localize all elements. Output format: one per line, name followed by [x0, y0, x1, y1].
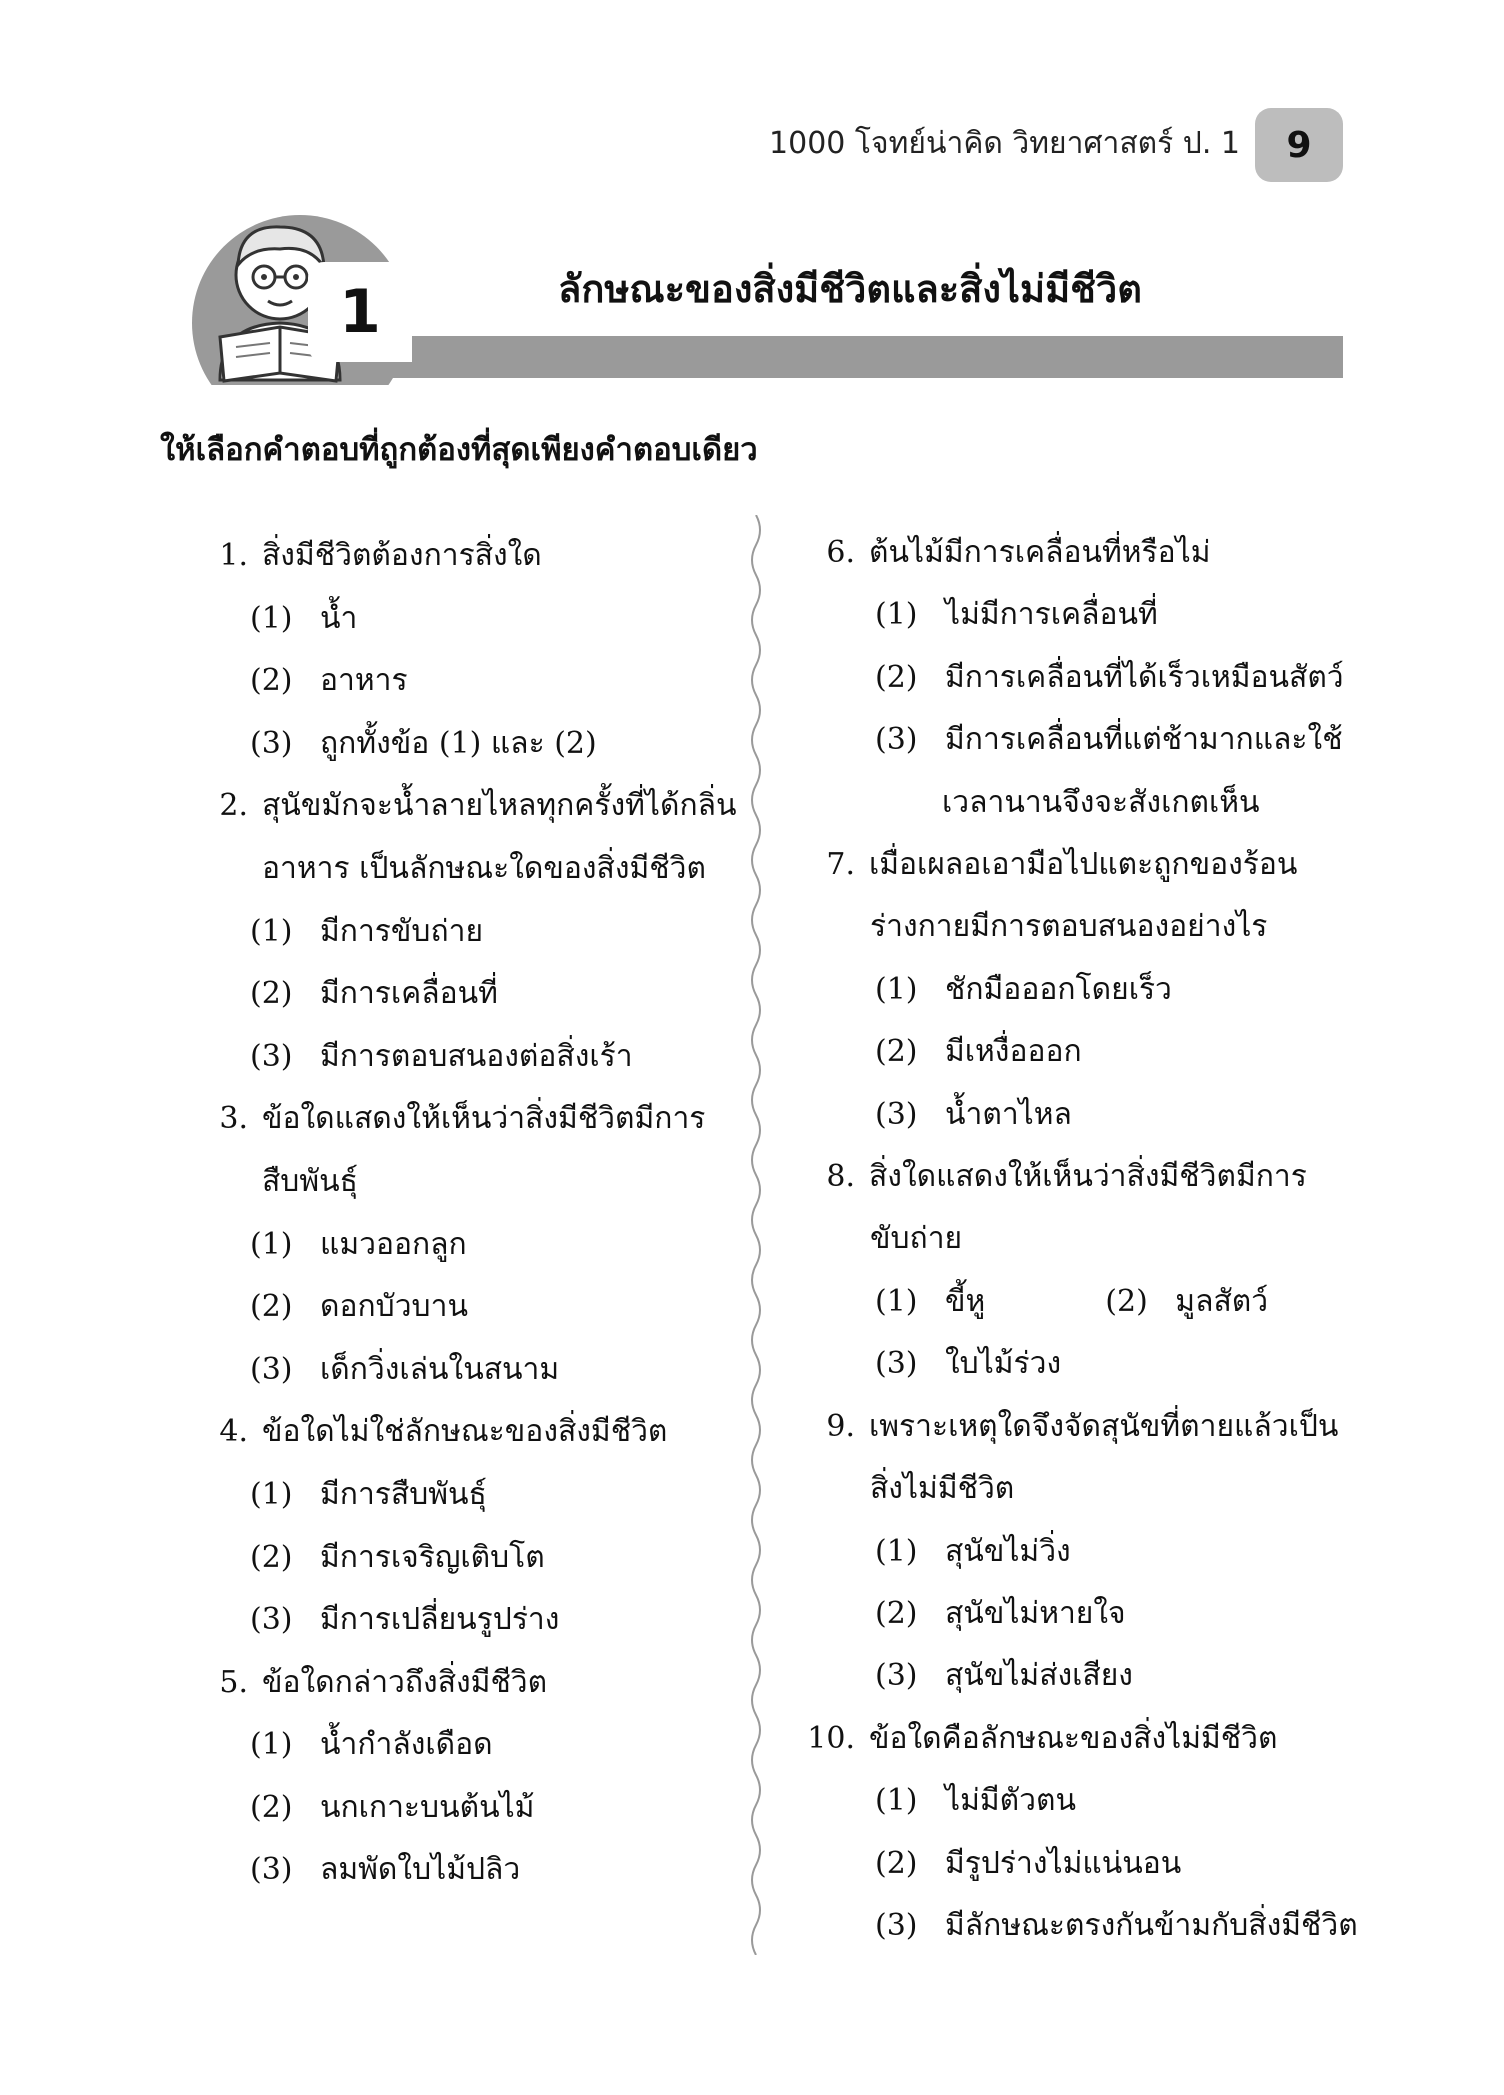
option-mark: (1): [250, 1727, 293, 1763]
option-mark: (3): [875, 1096, 918, 1132]
option-text: ไม่มีตัวตน: [945, 1783, 1076, 1819]
question-number: 10.: [807, 1720, 855, 1756]
option-mark: (1): [875, 597, 918, 633]
option-text: มีการตอบสนองต่อสิ่งเร้า: [320, 1038, 633, 1074]
option-mark: (2): [250, 1539, 293, 1575]
option-text: มีการเคลื่อนที่ได้เร็วเหมือนสัตว์: [945, 659, 1344, 695]
option-text: มีลักษณะตรงกันข้ามกับสิ่งมีชีวิต: [945, 1907, 1358, 1943]
option: [190, 1527, 730, 1590]
option: [795, 709, 1355, 771]
option-mark: (3): [875, 1907, 918, 1943]
option-continued: เวลานานจึงจะสังเกตเห็น: [942, 784, 1260, 820]
question-text: อาหาร เป็นลักษณะใดของสิ่งมีชีวิต: [262, 850, 706, 886]
question-8: [795, 1146, 1355, 1208]
question-7-continued: [795, 896, 1355, 958]
question-8-continued: [795, 1208, 1355, 1270]
question-5: [190, 1652, 730, 1715]
question-text: ต้นไม้มีการเคลื่อนที่หรือไม่: [869, 535, 1211, 570]
option-text: มีการเปลี่ยนรูปร่าง: [320, 1602, 560, 1638]
option: [795, 584, 1355, 646]
option: [190, 1464, 730, 1527]
question-text: สิ่งมีชีวิตต้องการสิ่งใด: [262, 538, 542, 573]
question-9-continued: [795, 1458, 1355, 1520]
option-text: นกเกาะบนต้นไม้: [320, 1789, 535, 1825]
question-1: [190, 525, 730, 588]
option-mark: (2): [250, 1789, 293, 1825]
option-text: สุนัขไม่หายใจ: [945, 1595, 1126, 1631]
question-text: สิ่งไม่มีชีวิต: [870, 1471, 1015, 1507]
option-mark: (3): [875, 1346, 918, 1382]
option: [795, 1583, 1355, 1645]
question-4: [190, 1401, 730, 1464]
option-mark: (1): [250, 600, 293, 636]
question-text: เพราะเหตุใดจึงจัดสุนัขที่ตายแล้วเป็น: [869, 1408, 1339, 1444]
option: [190, 1276, 730, 1339]
column-divider: [744, 515, 768, 1955]
option-text: สุนัขไม่ส่งเสียง: [945, 1658, 1133, 1694]
question-text: ข้อใดแสดงให้เห็นว่าสิ่งมีชีวิตมีการ: [262, 1101, 706, 1137]
option-text: มีการเจริญเติบโต: [320, 1539, 545, 1575]
option-mark: (3): [250, 1602, 293, 1638]
option-text: ไม่มีการเคลื่อนที่: [945, 597, 1158, 633]
option-mark: (1): [875, 1533, 918, 1569]
option-second: [1105, 1271, 1268, 1333]
option: [795, 1271, 1355, 1333]
option-text: น้ำตาไหล: [945, 1096, 1072, 1132]
option-text: น้ำ: [320, 600, 358, 636]
question-text: ข้อใดคือลักษณะของสิ่งไม่มีชีวิต: [869, 1720, 1278, 1756]
option-mark: (3): [875, 1658, 918, 1694]
question-text: เมื่อเผลอเอามือไปแตะถูกของร้อน: [869, 847, 1298, 883]
option-text: มีรูปร่างไม่แน่นอน: [945, 1845, 1182, 1881]
question-text: ข้อใดกล่าวถึงสิ่งมีชีวิต: [262, 1664, 548, 1700]
option: [795, 1333, 1355, 1395]
question-number: 3.: [219, 1101, 248, 1137]
question-3: [190, 1088, 730, 1151]
option-text: น้ำกำลังเดือด: [320, 1727, 493, 1763]
question-number: 7.: [826, 847, 855, 883]
option: [795, 1895, 1358, 1957]
option-text: มีการเคลื่อนที่แต่ช้ามากและใช้: [945, 722, 1343, 758]
option: [190, 1026, 730, 1089]
option: [795, 1084, 1355, 1146]
option-mark: (1): [250, 1476, 293, 1512]
chapter-banner-bar: [360, 336, 1343, 378]
question-text: ขับถ่าย: [870, 1221, 963, 1257]
question-number: 9.: [826, 1408, 855, 1444]
option-text: มูลสัตว์: [1175, 1283, 1269, 1319]
option-mark: (3): [250, 1038, 293, 1074]
option-text: อาหาร: [320, 663, 408, 699]
option-text: ชักมือออกโดยเร็ว: [945, 971, 1172, 1007]
question-number: 6.: [826, 535, 855, 570]
option: [795, 959, 1355, 1021]
option-mark: (2): [875, 1034, 918, 1070]
question-text: ร่างกายมีการตอบสนองอย่างไร: [870, 909, 1268, 945]
book-title: 1000 โจทย์น่าคิด วิทยาศาสตร์ ป. 1: [769, 126, 1240, 161]
question-7: [795, 834, 1355, 896]
option: [190, 588, 730, 651]
option-mark: (3): [875, 722, 918, 758]
page-number-badge: 9: [1255, 108, 1343, 182]
option-mark: (1): [250, 1226, 293, 1262]
option-text: มีการเคลื่อนที่: [320, 976, 498, 1012]
option: [795, 1521, 1355, 1583]
option-mark: (1): [875, 971, 918, 1007]
option: [190, 1714, 730, 1777]
option: [190, 650, 730, 713]
question-text: ข้อใดไม่ใช่ลักษณะของสิ่งมีชีวิต: [262, 1414, 668, 1450]
right-column: [795, 522, 1358, 1957]
option-text: ลมพัดใบไม้ปลิว: [320, 1852, 521, 1888]
option-text: มีการสืบพันธุ์: [320, 1476, 487, 1512]
option: [190, 1214, 730, 1277]
question-text: สุนัขมักจะน้ำลายไหลทุกครั้งที่ได้กลิ่น: [262, 788, 737, 824]
option: [190, 963, 730, 1026]
option-mark: (2): [250, 663, 293, 699]
question-number: 1.: [219, 538, 248, 573]
option-text: สุนัขไม่วิ่ง: [945, 1533, 1071, 1569]
option-mark: (1): [875, 1283, 918, 1319]
question-2-continued: [190, 838, 730, 901]
option: [795, 1833, 1355, 1895]
option-mark: (2): [250, 976, 293, 1012]
chapter-number: 1: [308, 262, 412, 362]
chapter-title: ลักษณะของสิ่งมีชีวิตและสิ่งไม่มีชีวิต: [558, 267, 1142, 311]
option-mark: (1): [875, 1783, 918, 1819]
option: [190, 1839, 730, 1902]
question-number: 4.: [219, 1414, 248, 1450]
question-3-continued: [190, 1151, 730, 1214]
option-text: มีการขับถ่าย: [320, 913, 484, 949]
question-number: 2.: [219, 788, 248, 824]
option-mark: (1): [250, 913, 293, 949]
question-number: 5.: [219, 1664, 248, 1700]
question-10: [795, 1708, 1355, 1770]
option: [190, 1589, 730, 1652]
question-number: 8.: [826, 1159, 855, 1195]
option: [190, 1777, 730, 1840]
option-text: มีเหงื่อออก: [945, 1034, 1082, 1070]
option: [190, 713, 730, 776]
question-6: [795, 522, 1355, 584]
option-mark: (3): [250, 725, 293, 761]
option-mark: (2): [875, 1595, 918, 1631]
instruction-text: ให้เลือกคำตอบที่ถูกต้องที่สุดเพียงคำตอบเดียว: [160, 432, 758, 468]
option: [795, 1021, 1355, 1083]
question-text: สิ่งใดแสดงให้เห็นว่าสิ่งมีชีวิตมีการ: [869, 1159, 1307, 1195]
option-mark: (2): [875, 659, 918, 695]
left-column: [190, 525, 737, 1902]
option: [795, 1645, 1355, 1707]
option: [190, 901, 730, 964]
option: [795, 647, 1355, 709]
option-text: ขี้หู: [945, 1283, 986, 1319]
option-text: ดอกบัวบาน: [320, 1289, 468, 1325]
option-mark: (2): [875, 1845, 918, 1881]
option-text: ถูกทั้งข้อ (1) และ (2): [320, 725, 597, 761]
option-mark: (3): [250, 1852, 293, 1888]
option-text: เด็กวิ่งเล่นในสนาม: [320, 1351, 560, 1387]
option-mark: (2): [250, 1289, 293, 1325]
option: [190, 1339, 730, 1402]
question-text: สืบพันธุ์: [262, 1163, 358, 1199]
option-mark: (2): [1105, 1283, 1148, 1319]
question-2: [190, 775, 737, 838]
option-text: ใบไม้ร่วง: [945, 1346, 1062, 1382]
question-9: [795, 1396, 1355, 1458]
option-mark: (3): [250, 1351, 293, 1387]
option: [795, 1770, 1355, 1832]
option-text: แมวออกลูก: [320, 1226, 467, 1262]
